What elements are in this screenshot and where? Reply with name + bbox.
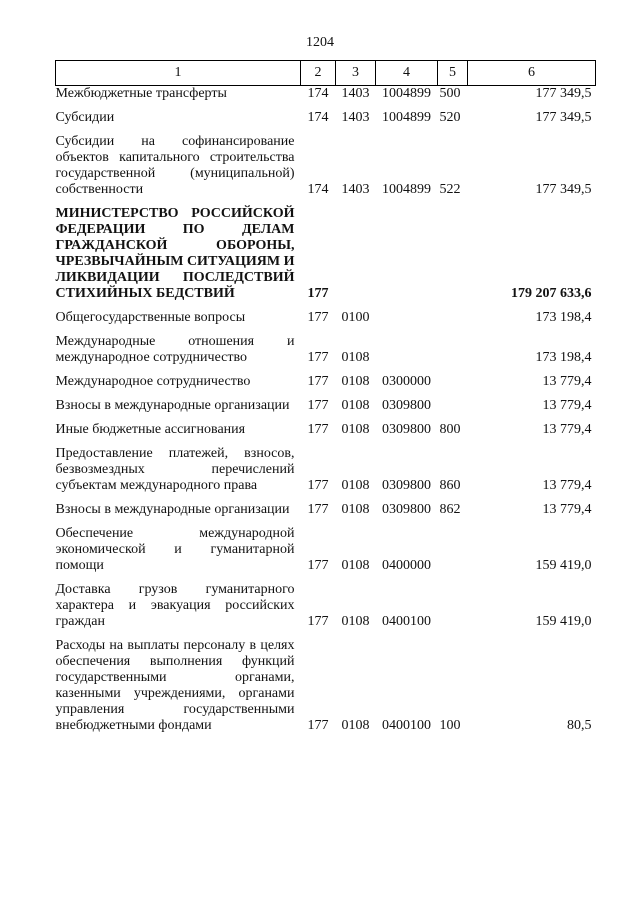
row-code-3: 0100 (341, 310, 370, 325)
row-name: Общегосударственные вопросы (55, 310, 246, 325)
row-code-4: 1004899 (382, 110, 431, 125)
row-amount: 13 779,4 (542, 398, 592, 413)
table-row (56, 86, 596, 111)
budget-table (55, 60, 596, 742)
row-name: Иные бюджетные ассигнования (55, 422, 246, 437)
row-name: Международные отношения и международное сотрудничество (55, 334, 295, 365)
row-code-5 (438, 398, 468, 422)
row-amount: 13 779,4 (542, 502, 592, 517)
row-code-5 (438, 582, 468, 638)
table-row (56, 422, 596, 446)
row-code-5: 800 (439, 422, 461, 437)
row-code-3: 0108 (341, 374, 370, 389)
row-code-2: 177 (307, 350, 329, 365)
row-code-2: 177 (307, 398, 329, 413)
table-row (56, 582, 596, 638)
column-header-2: 2 (301, 61, 336, 86)
row-code-2: 177 (307, 374, 329, 389)
row-code-2: 177 (307, 558, 329, 573)
row-code-3: 0108 (341, 422, 370, 437)
row-code-2: 174 (307, 182, 329, 197)
row-code-2: 177 (307, 310, 329, 325)
column-header-6: 6 (468, 61, 596, 86)
row-code-3: 1403 (341, 86, 370, 101)
table-row (56, 334, 596, 374)
row-name: Межбюджетные трансферты (55, 86, 227, 101)
row-name: Взносы в международные организации (55, 502, 290, 517)
row-code-4: 1004899 (382, 86, 431, 101)
row-amount: 177 349,5 (535, 110, 592, 125)
table-row (56, 398, 596, 422)
row-code-4: 0309800 (382, 398, 431, 413)
row-amount: 173 198,4 (535, 350, 592, 365)
row-code-4: 0309800 (382, 478, 431, 493)
table-row (56, 110, 596, 134)
row-code-3: 0108 (341, 614, 370, 629)
row-name: Международное сотрудничество (55, 374, 251, 389)
table-row (56, 502, 596, 526)
row-code-3: 0108 (341, 718, 370, 733)
row-code-5: 860 (439, 478, 461, 493)
row-code-2: 174 (307, 86, 329, 101)
row-code-5 (438, 334, 468, 374)
row-code-4: 1004899 (382, 182, 431, 197)
table-row (56, 134, 596, 206)
table-row (56, 446, 596, 502)
row-code-3: 0108 (341, 350, 370, 365)
page-number: 1204 (306, 35, 334, 50)
row-name: Предоставление платежей, взносов, безвозмездных перечислений субъектам международного права (55, 446, 295, 493)
row-code-4 (376, 206, 438, 310)
row-amount: 159 419,0 (535, 614, 592, 629)
row-name: Взносы в международные организации (55, 398, 290, 413)
row-code-4: 0309800 (382, 502, 431, 517)
row-code-5: 862 (439, 502, 461, 517)
row-code-3: 1403 (341, 182, 370, 197)
table-row (56, 206, 596, 310)
row-code-5 (438, 374, 468, 398)
row-amount: 173 198,4 (535, 310, 592, 325)
row-code-5 (438, 310, 468, 334)
table-row (56, 374, 596, 398)
row-name: МИНИСТЕРСТВО РОССИЙСКОЙ ФЕДЕРАЦИИ ПО ДЕЛАМ ГРАЖДАНСКОЙ ОБОРОНЫ, ЧРЕЗВЫЧАЙНЫМ СИТУАЦИЯМ И ЛИКВИДАЦИИ ПОСЛЕДСТВИЙ СТИХИЙНЫХ БЕДСТВИЙ (55, 206, 295, 301)
column-header-1: 1 (56, 61, 301, 86)
row-code-4: 0400100 (382, 718, 431, 733)
table-body (56, 86, 596, 743)
row-name: Субсидии (55, 110, 115, 125)
row-name: Расходы на выплаты персоналу в целях обеспечения выполнения функций государственными органами, казенными учреждениями, органами управления государственными внебюджетными фондами (55, 638, 295, 733)
column-header-4: 4 (376, 61, 438, 86)
column-header-5: 5 (438, 61, 468, 86)
row-code-2: 177 (307, 422, 329, 437)
row-code-4: 0400100 (382, 614, 431, 629)
row-code-3: 0108 (341, 558, 370, 573)
table-header (56, 61, 596, 86)
row-name: Субсидии на софинансирование объектов капитального строительства государственной (муниципальной) собственности (55, 134, 295, 197)
row-code-2: 177 (307, 478, 329, 493)
row-code-3: 1403 (341, 110, 370, 125)
row-amount: 13 779,4 (542, 422, 592, 437)
row-code-5: 520 (439, 110, 461, 125)
row-code-5 (438, 526, 468, 582)
row-code-2: 177 (307, 614, 329, 629)
row-amount: 80,5 (567, 718, 592, 733)
row-code-4 (376, 334, 438, 374)
row-amount: 177 349,5 (535, 182, 592, 197)
row-code-2: 174 (307, 110, 329, 125)
row-code-5 (438, 206, 468, 310)
row-code-4: 0309800 (382, 422, 431, 437)
row-code-5: 522 (439, 182, 461, 197)
row-code-4 (376, 310, 438, 334)
row-code-2: 177 (307, 718, 329, 733)
table-row (56, 526, 596, 582)
row-code-3: 0108 (341, 398, 370, 413)
row-name: Обеспечение международной экономической и гуманитарной помощи (55, 526, 295, 573)
row-amount: 159 419,0 (535, 558, 592, 573)
row-amount: 179 207 633,6 (511, 286, 592, 301)
row-code-4: 0300000 (382, 374, 431, 389)
row-amount: 13 779,4 (542, 374, 592, 389)
table-row (56, 310, 596, 334)
row-name: Доставка грузов гуманитарного характера и эвакуация российских граждан (55, 582, 295, 629)
column-header-3: 3 (336, 61, 376, 86)
row-code-5: 500 (439, 86, 461, 101)
row-code-3: 0108 (341, 478, 370, 493)
row-amount: 177 349,5 (535, 86, 592, 101)
row-code-2: 177 (307, 502, 329, 517)
row-code-3 (336, 206, 376, 310)
row-code-2: 177 (307, 286, 329, 301)
row-code-4: 0400000 (382, 558, 431, 573)
row-amount: 13 779,4 (542, 478, 592, 493)
table-row (56, 638, 596, 742)
row-code-5: 100 (439, 718, 461, 733)
row-code-3: 0108 (341, 502, 370, 517)
